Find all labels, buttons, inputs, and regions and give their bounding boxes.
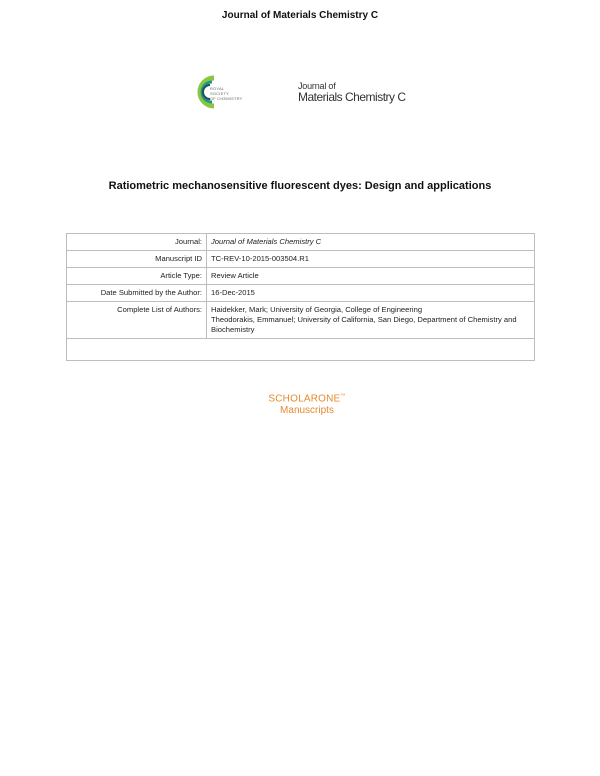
scholarone-one: ONE: [318, 393, 341, 405]
scholarone-logo: [0, 390, 600, 417]
table-row: [67, 234, 535, 251]
row-label-authors: Complete List of Authors:: [67, 302, 207, 339]
running-header: Journal of Materials Chemistry C: [221, 10, 379, 21]
journal-logo-block: [196, 74, 426, 110]
table-row: [67, 251, 535, 268]
row-label-journal: Journal:: [67, 234, 207, 251]
scholarone-line-2: Manuscripts: [280, 405, 334, 417]
scholarone-line-1: [0, 390, 600, 405]
row-value-authors: [207, 302, 535, 339]
author-line-2: Theodorakis, Emmanuel; University of California, San Diego, Department of Chemistry and Biochemistry: [211, 315, 517, 334]
table-row: [67, 268, 535, 285]
table-row: [67, 302, 535, 339]
table-row-empty: [67, 339, 535, 361]
row-label-date-submitted: Date Submitted by the Author:: [67, 285, 207, 302]
journal-logo-line-2: Materials Chemistry C: [298, 90, 406, 104]
empty-cell: [67, 339, 535, 361]
row-value-manuscript-id: TC-REV-10-2015-003504.R1: [207, 251, 535, 268]
scholarone-scholar: SCHOLAR: [268, 393, 319, 405]
journal-logo-line-1: Journal of: [298, 81, 336, 91]
row-label-article-type: Article Type:: [67, 268, 207, 285]
journal-logo-text: [298, 81, 406, 103]
paper-title: Ratiometric mechanosensitive fluorescent dyes: Design and applications: [108, 180, 492, 192]
author-line-1: Haidekker, Mark; University of Georgia, College of Engineering: [211, 305, 423, 314]
rsc-logo-text: [210, 86, 244, 101]
table-row: [67, 285, 535, 302]
rsc-line-2: OF CHEMISTRY: [210, 96, 243, 101]
manuscript-info-table: [66, 233, 535, 361]
row-value-date-submitted: 16-Dec-2015: [207, 285, 535, 302]
rsc-line-1: ROYAL SOCIETY: [210, 86, 229, 96]
row-value-journal: Journal of Materials Chemistry C: [207, 234, 535, 251]
row-value-article-type: Review Article: [207, 268, 535, 285]
scholarone-tm: ™: [340, 393, 346, 399]
row-label-manuscript-id: Manuscript ID: [67, 251, 207, 268]
